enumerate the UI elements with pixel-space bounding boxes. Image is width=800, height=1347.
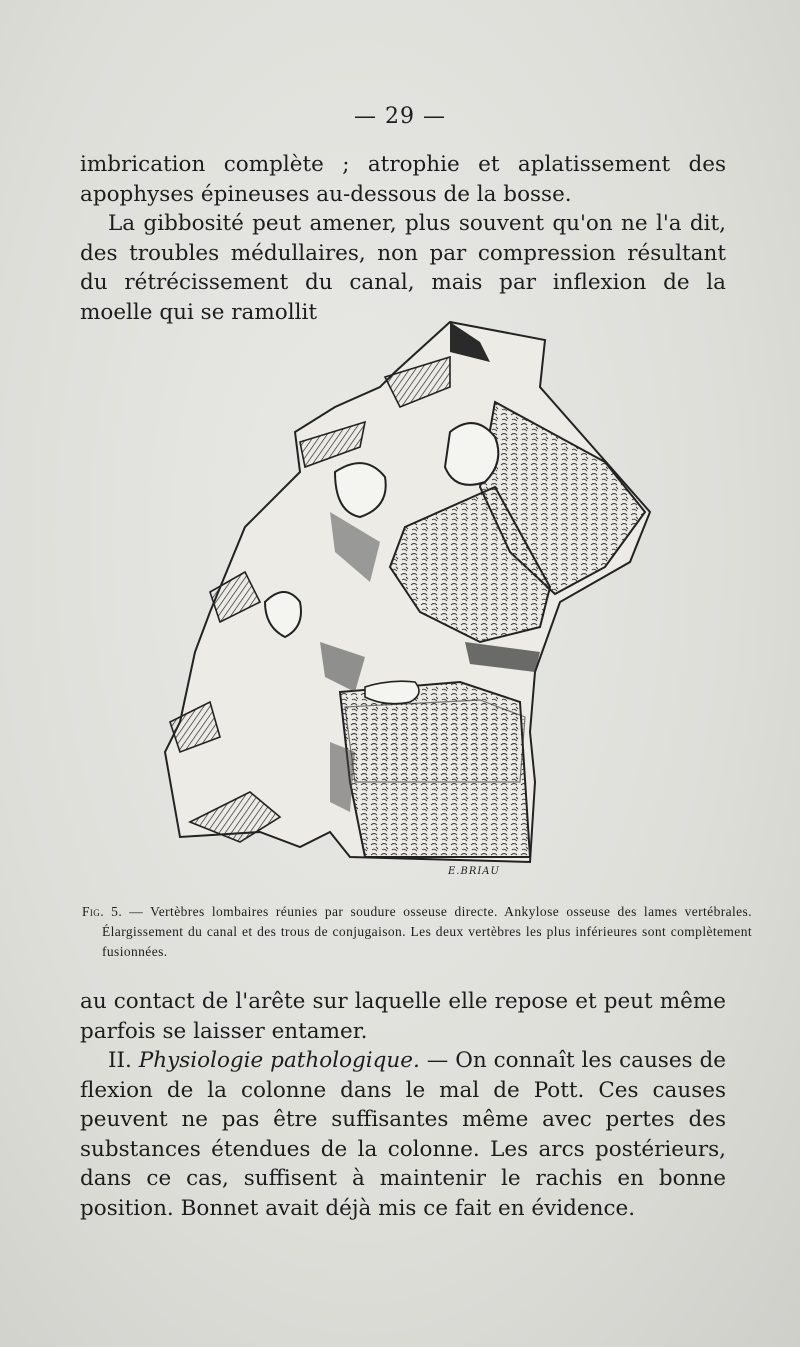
top-text-block bbox=[80, 150, 726, 327]
figure-caption bbox=[82, 902, 752, 962]
paragraph-continuation: au contact de l'arête sur laquelle elle repose et peut même parfois se laisser entamer. bbox=[80, 989, 726, 1044]
page-number: — 29 — bbox=[354, 104, 446, 129]
section-title: Physiologie pathologique. bbox=[138, 1048, 420, 1073]
section-number: II. bbox=[108, 1048, 132, 1073]
caption-text: — Vertèbres lombaires réunies par soudure osseuse directe. Ankylose osseuse des lames vertébrales. Élargissement du canal et des trous de conjugaison. Les deux vertèbres les plus inférieures sont complètement fusionnées. bbox=[102, 904, 752, 959]
vertebrae-illustration bbox=[150, 312, 670, 892]
section-text: — On connaît les causes de flexion de la colonne dans le mal de Pott. Ces causes peuvent ne pas être suffisantes même avec pertes des substances étendues de la colonne. Les arcs postérieurs, dans ce cas, suffisent à maintenir le rachis en bonne position. Bonnet avait déjà mis ce fait en évidence. bbox=[80, 1048, 726, 1221]
vertebrae-engraving bbox=[150, 312, 670, 892]
paragraph-gibbosite: La gibbosité peut amener, plus souvent qu'on ne l'a dit, des troubles médullaires, non par compression résultant du rétrécissement du canal, mais par inflexion de la moelle qui se ramollit bbox=[80, 211, 726, 325]
paragraph-physiologie bbox=[80, 1046, 726, 1223]
paragraph-continued: imbrication complète ; atrophie et aplatissement des apophyses épineuses au-dessous de la bosse. bbox=[80, 152, 726, 207]
bottom-text-block bbox=[80, 987, 726, 1223]
engraver-signature: E.BRIAU bbox=[448, 866, 500, 877]
caption-label: Fig. 5. bbox=[82, 904, 123, 919]
